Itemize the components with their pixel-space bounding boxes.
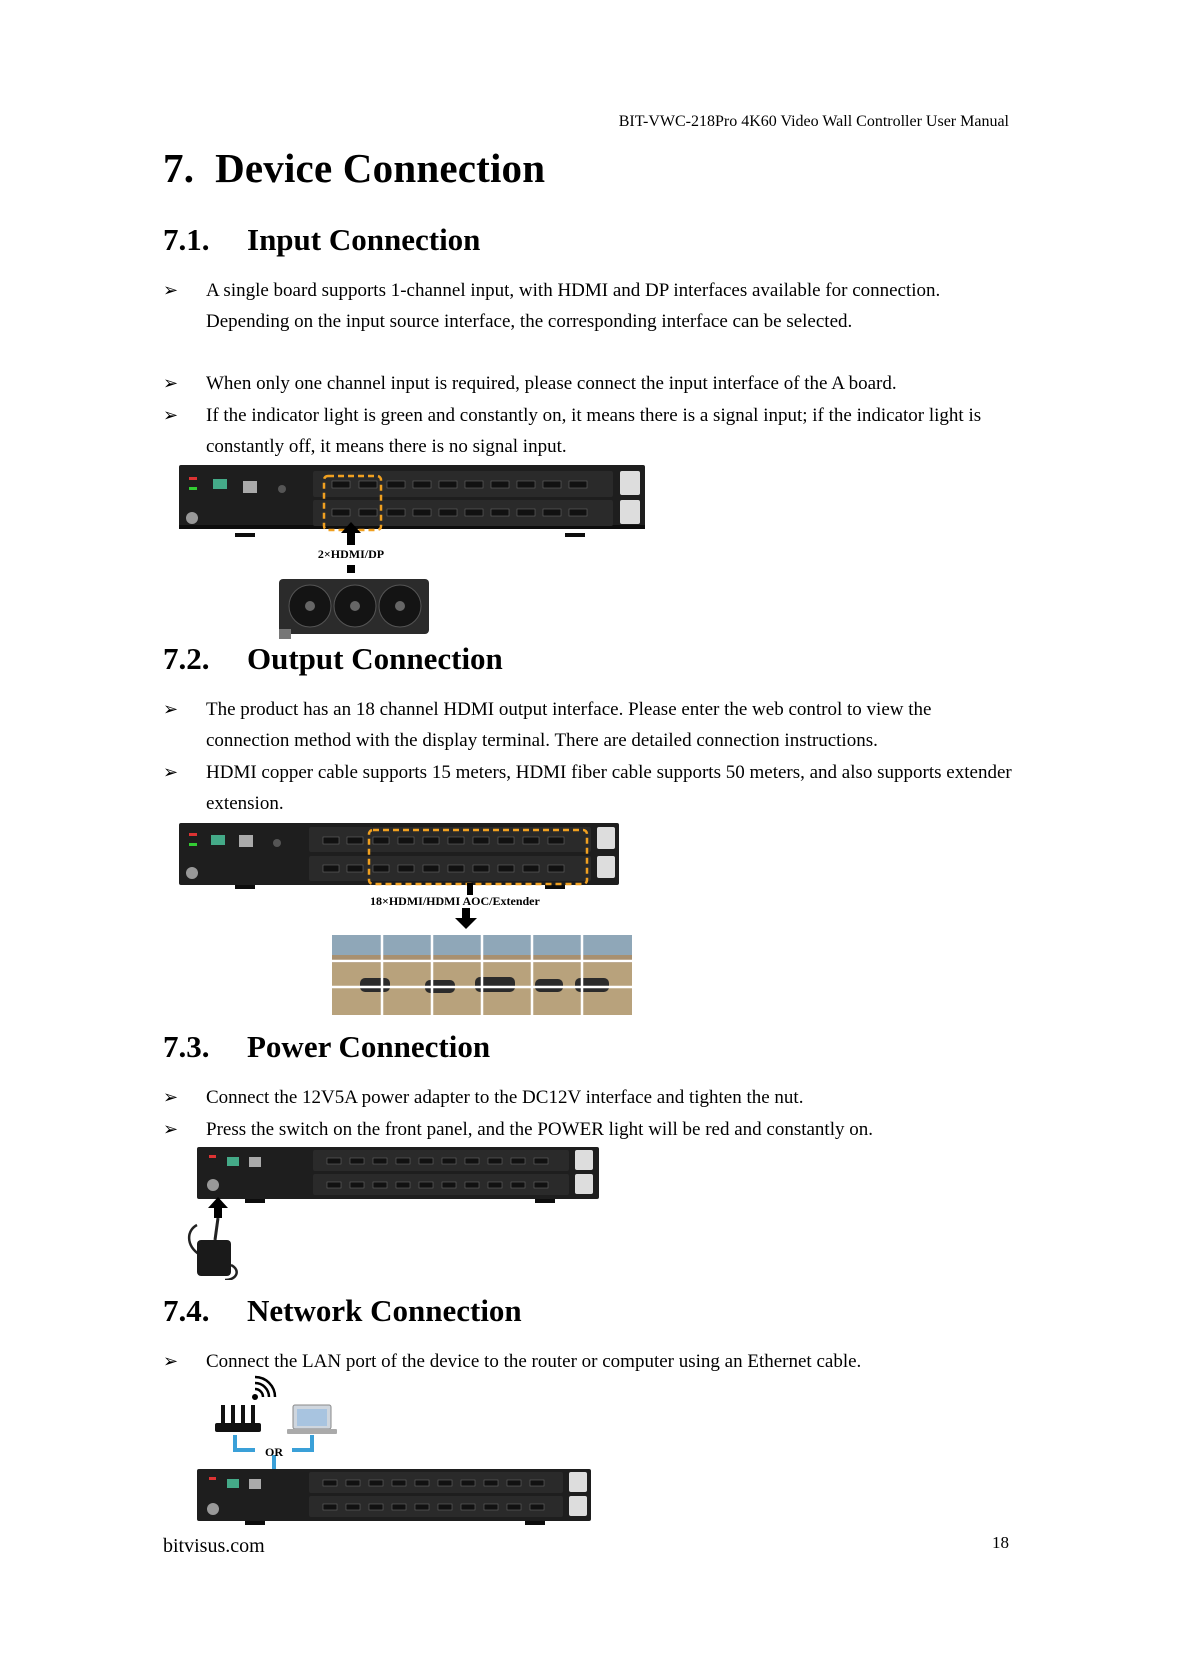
laptop-icon xyxy=(287,1405,337,1434)
bullet-item xyxy=(163,368,1013,399)
arrow-up-icon xyxy=(208,1197,228,1218)
bullet-item xyxy=(163,275,1013,337)
section-title: Input Connection xyxy=(247,222,481,257)
bullet-text: Press the switch on the front panel, and the POWER light will be red and constantly on. xyxy=(206,1119,873,1140)
ethernet-cable xyxy=(292,1435,312,1450)
bullet-item xyxy=(163,400,1013,462)
bullet-text: The product has an 18 channel HDMI output interface. Please enter the web control to view the connection method with the display terminal. There are detailed connection instructions. xyxy=(206,699,932,751)
bullet-text: When only one channel input is required, please connect the input interface of the A board. xyxy=(206,373,897,394)
bullet-item xyxy=(163,757,1013,819)
figure-label-output: 18×HDMI/HDMI AOC/Extender xyxy=(370,894,540,908)
bullet-text: A single board supports 1-channel input, with HDMI and DP interfaces available for connection. Depending on the input source interface, the corresponding interface can be selected. xyxy=(206,280,941,332)
bullet-item xyxy=(163,1346,1013,1377)
bullet-text: If the indicator light is green and constantly on, it means there is a signal input; if the indicator light is constantly off, it means there is no signal input. xyxy=(206,405,982,457)
running-header: BIT-VWC-218Pro 4K60 Video Wall Controller User Manual xyxy=(618,113,1009,130)
bullet-item xyxy=(163,1114,1013,1145)
footer-website: bitvisus.com xyxy=(163,1535,265,1557)
section-title: Power Connection xyxy=(247,1029,491,1064)
device-rear-panel xyxy=(179,465,645,537)
bullet-arrow-icon: ➢ xyxy=(163,1351,179,1372)
arrow-down-icon xyxy=(455,908,477,929)
section-heading-power xyxy=(163,1029,490,1065)
bullet-text: HDMI copper cable supports 15 meters, HDMI fiber cable supports 50 meters, and also supports extender extension. xyxy=(206,762,1012,814)
chapter-number: 7. xyxy=(163,145,195,191)
power-connection-figure xyxy=(175,1145,615,1280)
bullet-text: Connect the LAN port of the device to the router or computer using an Ethernet cable. xyxy=(206,1351,862,1372)
chapter-title xyxy=(163,144,545,192)
section-number: 7.1. xyxy=(163,222,210,257)
power-adapter-icon xyxy=(189,1218,237,1280)
figure-label-input: 2×HDMI/DP xyxy=(317,547,385,561)
output-connection-figure xyxy=(175,815,645,1015)
router-icon xyxy=(215,1405,261,1432)
bullet-arrow-icon: ➢ xyxy=(163,405,179,426)
bullet-item xyxy=(163,694,1013,756)
chapter-title-text: Device Connection xyxy=(215,145,546,191)
bullet-arrow-icon: ➢ xyxy=(163,1119,179,1140)
graphics-card-icon xyxy=(279,579,429,639)
device-rear-panel xyxy=(197,1147,599,1203)
device-rear-panel xyxy=(197,1469,591,1525)
bullet-arrow-icon: ➢ xyxy=(163,699,179,720)
page-number: 18 xyxy=(992,1533,1009,1552)
bullet-text: Connect the 12V5A power adapter to the DC12V interface and tighten the nut. xyxy=(206,1087,804,1108)
section-heading-output xyxy=(163,641,503,677)
input-connection-figure xyxy=(175,463,655,643)
bullet-arrow-icon: ➢ xyxy=(163,762,179,783)
section-number: 7.2. xyxy=(163,641,210,676)
section-number: 7.4. xyxy=(163,1293,210,1328)
section-title: Network Connection xyxy=(247,1293,522,1328)
bullet-arrow-icon: ➢ xyxy=(163,373,179,394)
section-heading-input xyxy=(163,222,480,258)
device-rear-panel xyxy=(179,823,619,889)
wifi-icon xyxy=(252,1377,275,1400)
bullet-item xyxy=(163,1082,1013,1113)
section-title: Output Connection xyxy=(247,641,503,676)
section-heading-network xyxy=(163,1293,522,1329)
section-number: 7.3. xyxy=(163,1029,210,1064)
ethernet-cable xyxy=(235,1435,255,1450)
figure-label-network: OR xyxy=(265,1445,283,1459)
bullet-arrow-icon: ➢ xyxy=(163,1087,179,1108)
bullet-arrow-icon: ➢ xyxy=(163,280,179,301)
video-wall-display xyxy=(332,935,632,1015)
network-connection-figure xyxy=(175,1375,605,1525)
